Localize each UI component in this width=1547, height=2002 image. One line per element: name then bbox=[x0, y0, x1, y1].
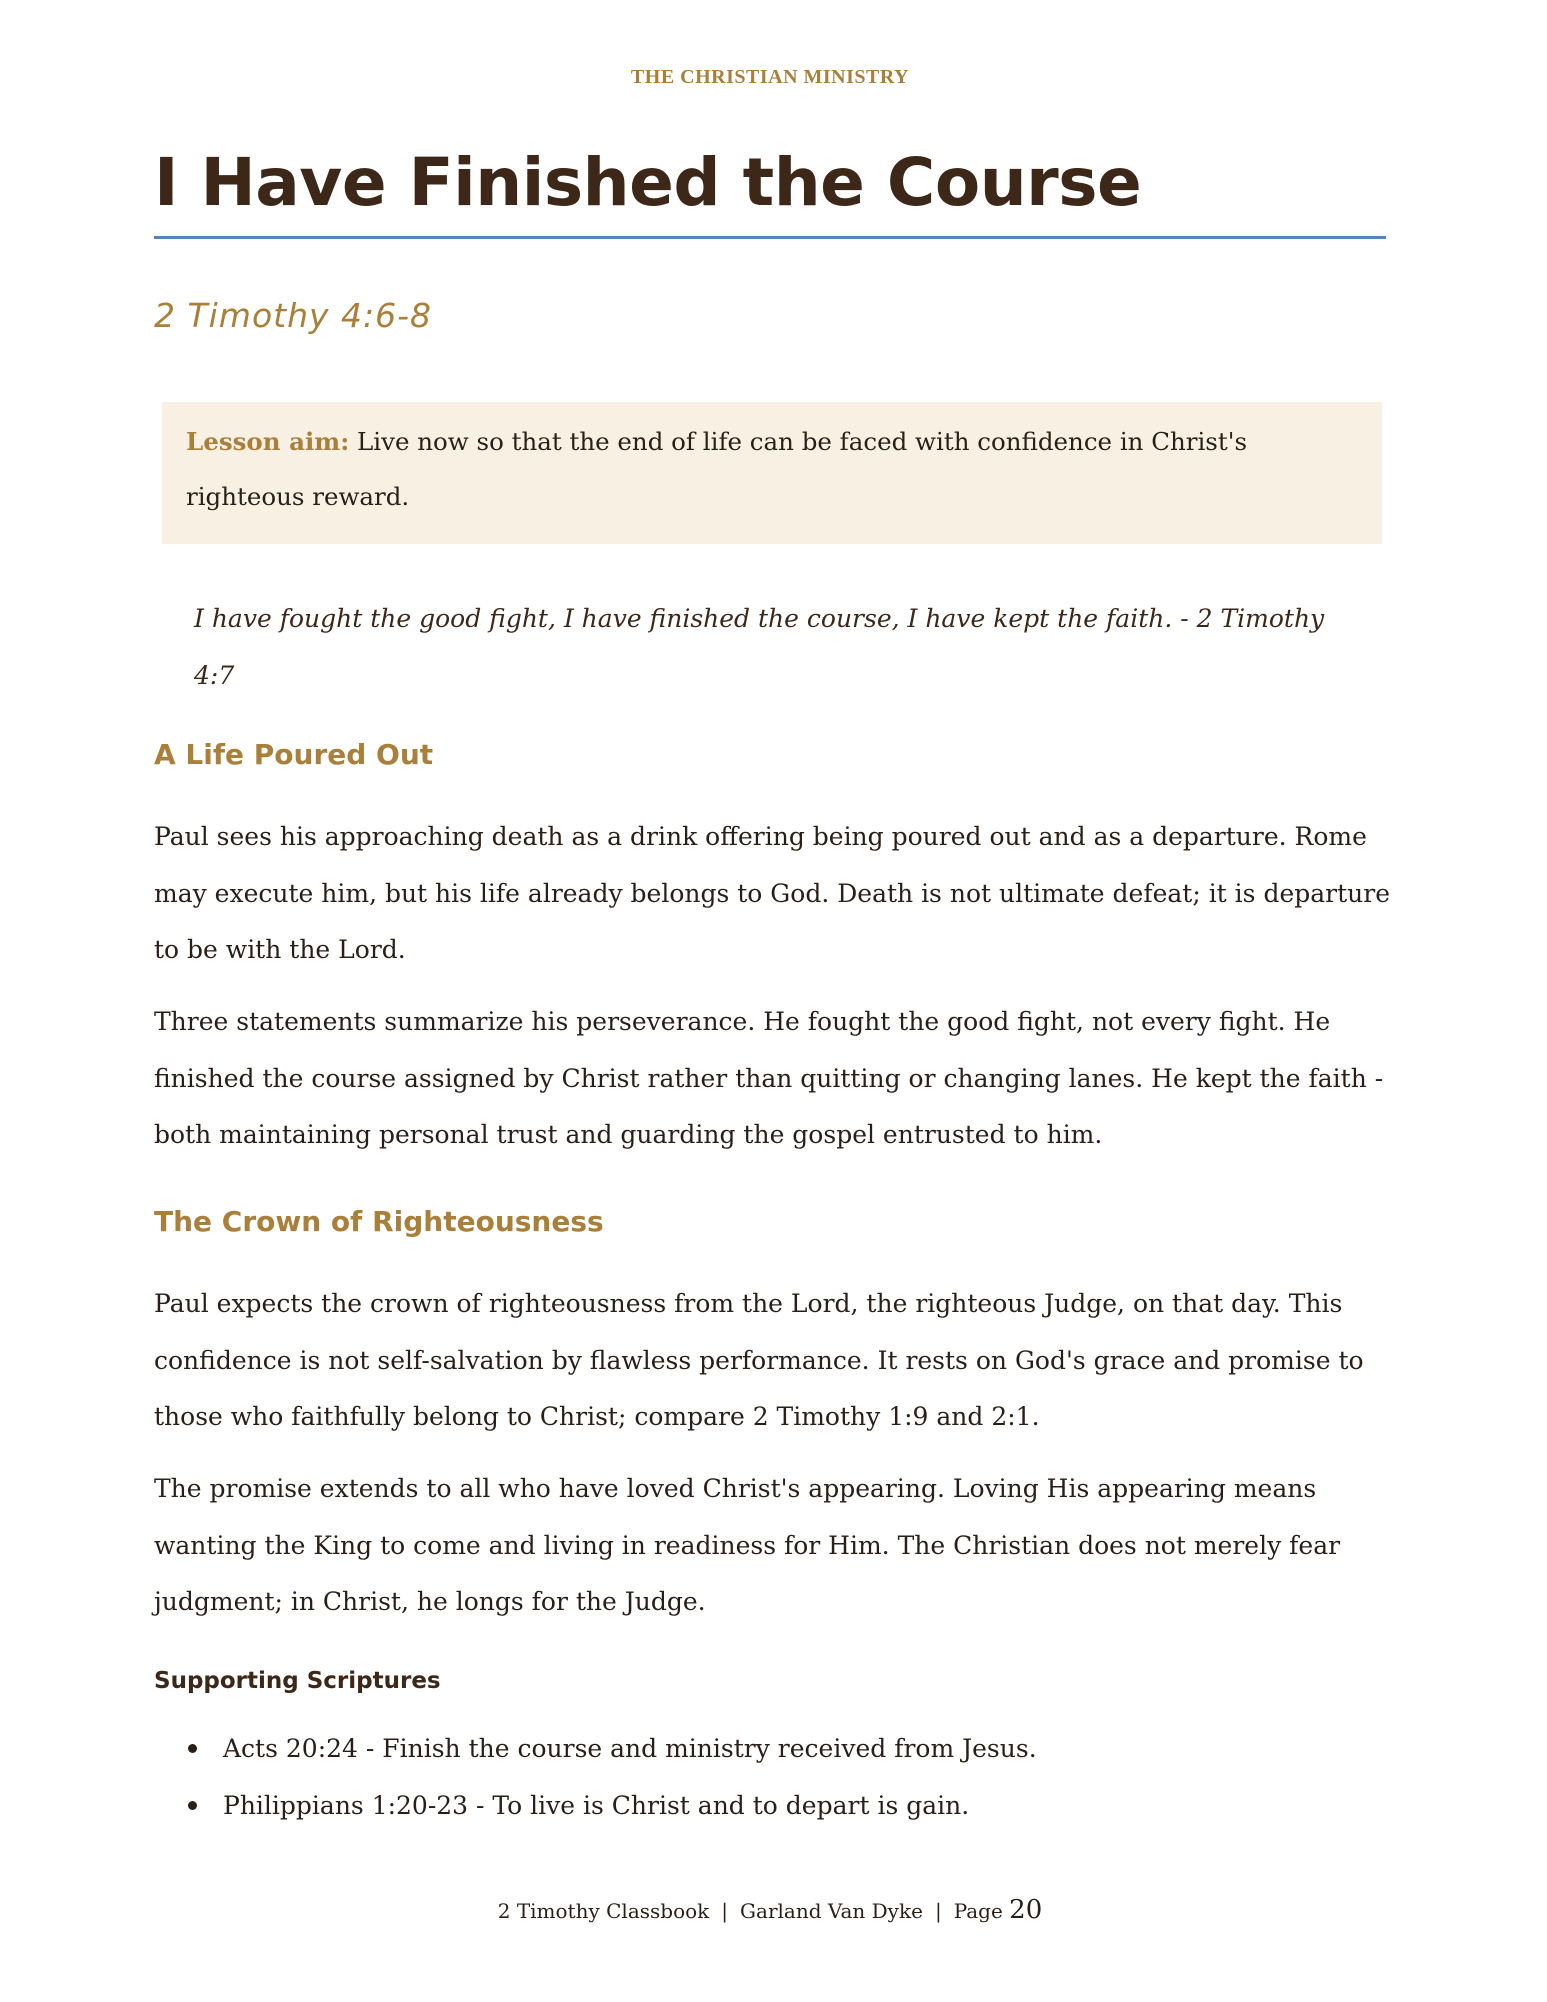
paragraph: Three statements summarize his perseverance. He fought the good fight, not every fight. He finished the course assigned by Christ rather than quitting or changing lanes. He kept the faith - both maintaining personal trust and guarding the gospel entrusted to him. bbox=[154, 1007, 1384, 1149]
section-heading-crown-of-righteousness: The Crown of Righteousness bbox=[154, 1205, 604, 1238]
lesson-aim-text: Live now so that the end of life can be faced with confidence in Christ's righteous reward. bbox=[186, 427, 1248, 511]
lesson-title: I Have Finished the Course bbox=[154, 144, 1142, 221]
running-header: THE CHRISTIAN MINISTRY bbox=[630, 66, 910, 88]
paragraph: Paul expects the crown of righteousness from the Lord, the righteous Judge, on that day. This confidence is not self-salvation by flawless performance. It rests on God's grace and promise to those who faithfully belong to Christ; compare 2 Timothy 1:9 and 2:1. bbox=[154, 1289, 1364, 1431]
lesson-aim-label: Lesson aim: bbox=[186, 427, 350, 456]
scripture-reference: 2 Timothy 4:6-8 bbox=[154, 296, 433, 335]
footer-book-title: 2 Timothy Classbook bbox=[497, 1899, 710, 1923]
lesson-aim-box bbox=[162, 402, 1382, 544]
supporting-scriptures-list bbox=[154, 1720, 1037, 1834]
footer-separator: | bbox=[934, 1899, 942, 1923]
paragraph: The promise extends to all who have loved Christ's appearing. Loving His appearing means wanting the King to come and living in readiness for Him. The Christian does not merely fear judgment; in Christ, he longs for the Judge. bbox=[154, 1474, 1341, 1616]
list-item: Acts 20:24 - Finish the course and ministry received from Jesus. bbox=[154, 1720, 1037, 1777]
footer-separator: | bbox=[721, 1899, 729, 1923]
key-verse-quote: I have fought the good fight, I have finished the course, I have kept the faith. - 2 Timothy 4:7 bbox=[194, 604, 1325, 690]
supporting-scriptures-heading: Supporting Scriptures bbox=[154, 1668, 441, 1694]
footer-page-number: 20 bbox=[1009, 1895, 1043, 1925]
paragraph: Paul sees his approaching death as a drink offering being poured out and as a departure. Rome may execute him, but his life already belongs to God. Death is not ultimate defeat; it is departure to be with the Lord. bbox=[154, 822, 1390, 964]
bullet-icon bbox=[188, 1744, 197, 1753]
section-heading-life-poured-out: A Life Poured Out bbox=[154, 738, 434, 771]
bullet-icon bbox=[188, 1801, 197, 1810]
page-footer bbox=[154, 1895, 1386, 1925]
footer-page-label: Page bbox=[953, 1899, 1003, 1923]
footer-author: Garland Van Dyke bbox=[740, 1899, 923, 1923]
list-item: Philippians 1:20-23 - To live is Christ and to depart is gain. bbox=[154, 1777, 1037, 1834]
title-divider bbox=[154, 236, 1386, 239]
